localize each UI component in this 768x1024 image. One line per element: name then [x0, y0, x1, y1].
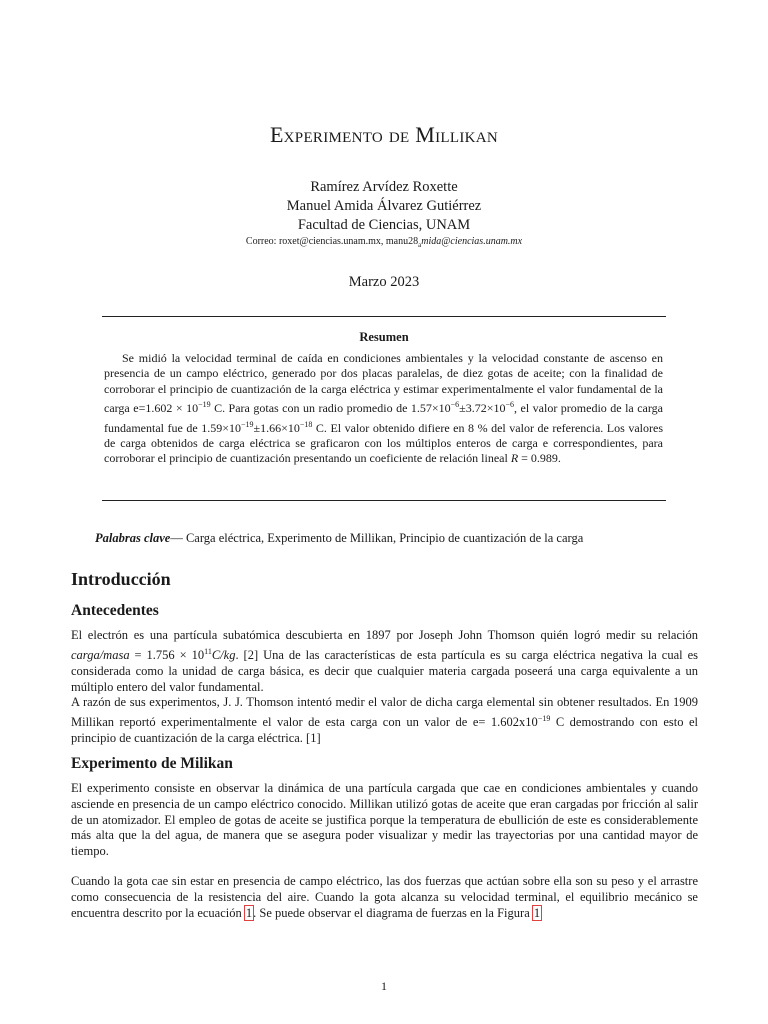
section-heading: Introducción	[71, 569, 171, 589]
paragraph: El electrón es una partícula subatómica descubierta en 1897 por Joseph John Thomson quién logró medir su relación carga/masa = $1.756 \times 10^{11}C/kg$. [2] Una de las características de esta partícula es su carga eléctrica negativa la cual es considerada como la unidad de carga básica, es decir que cualquier materia cargada poseerá una carga equivalente a un múltiplo entero del valor fundamental. A razón de sus experimentos, J. J. Thomson intentó medir el valor de dicha carga elemental sin obtener resultados. En 1909 Millikan reportó experimentalmente el valor de esta carga con un valor de $e= 1.602x10^{-19}$ C demostrando con esto el principio de cuantización de la carga eléctrica. [1]	[71, 628, 698, 746]
paper-date: Marzo 2023	[348, 274, 420, 290]
email-line: Correo: roxet@ciencias.unam.mx, $manu28_amida@ciencias.unam.mx$	[245, 236, 523, 249]
equation-reference-link[interactable]: 1	[245, 905, 253, 920]
paper-title: Experimento de Millikan	[269, 122, 499, 147]
paragraph: El experimento consiste en observar la dinámica de una partícula cargada que cae en condiciones ambientales y cuando asciende en presencia de un campo eléctrico conocido. Millikan utilizó gotas de aceite que eran cargadas por fricción al salir de un atomizador. El empleo de gotas de aceite se justifica porque la temperatura de ebullición de este es considerablemente más alta que la del agua, de manera que se asegura poder visualizar y medir las trayectorias por una cantidad mayor de tiempo.	[71, 781, 698, 859]
author-block	[0, 178, 768, 252]
subsection-heading: Antecedentes	[71, 602, 159, 619]
author-name: Manuel Amida Álvarez Gutiérrez	[286, 198, 482, 214]
author-name: Ramírez Arvídez Roxette	[310, 179, 458, 195]
affiliation: Facultad de Ciencias, UNAM	[297, 217, 471, 233]
subsection-heading: Experimento de Milikan	[71, 755, 233, 772]
abstract-text: Se midió la velocidad terminal de caída en condiciones ambientales y la velocidad constante de ascenso en presencia de un campo eléctrico, generado por dos placas paralelas, de diez gotas de aceite; con la finalidad de corroborar el principio de cuantización de la carga eléctrica y estimar experimentalmente el valor fundamental de la carga $e=1.602 \times 10^{-19}$ C. Para gotas con un radio promedio de $1.57\times 10^{-6}\pm 3.72\times 10^{-6}$, el valor promedio de la carga fundamental fue de $1.59\times 10^{-19}\pm 1.66\times 10^{-18}$ C. El valor obtenido difiere en 8 % del valor de referencia. Los valores de carga obtenidos de carga eléctrica se graficaron con los múltiplos enteros de carga e correspondientes, para corroborar el principio de cuantización presentando un coeficiente de relación lineal R = 0.989.	[104, 351, 663, 466]
paragraph: Cuando la gota cae sin estar en presencia de campo eléctrico, las dos fuerzas que actúan sobre ella son su peso y el arrastre como consecuencia de la resistencia del aire. Cuando la gota alcanza su velocidad terminal, el equilibrio mecánico se encuentra descrito por la ecuación 1. Se puede observar el diagrama de fuerzas en la Figura 1	[71, 874, 698, 920]
divider	[102, 316, 666, 317]
abstract-heading: Resumen	[359, 330, 409, 344]
keywords-line: Palabras clave— Carga eléctrica, Experimento de Millikan, Principio de cuantización de la carga	[95, 531, 584, 545]
divider	[102, 500, 666, 501]
figure-reference-link[interactable]: 1	[533, 905, 541, 920]
page-number: 1	[381, 979, 387, 993]
